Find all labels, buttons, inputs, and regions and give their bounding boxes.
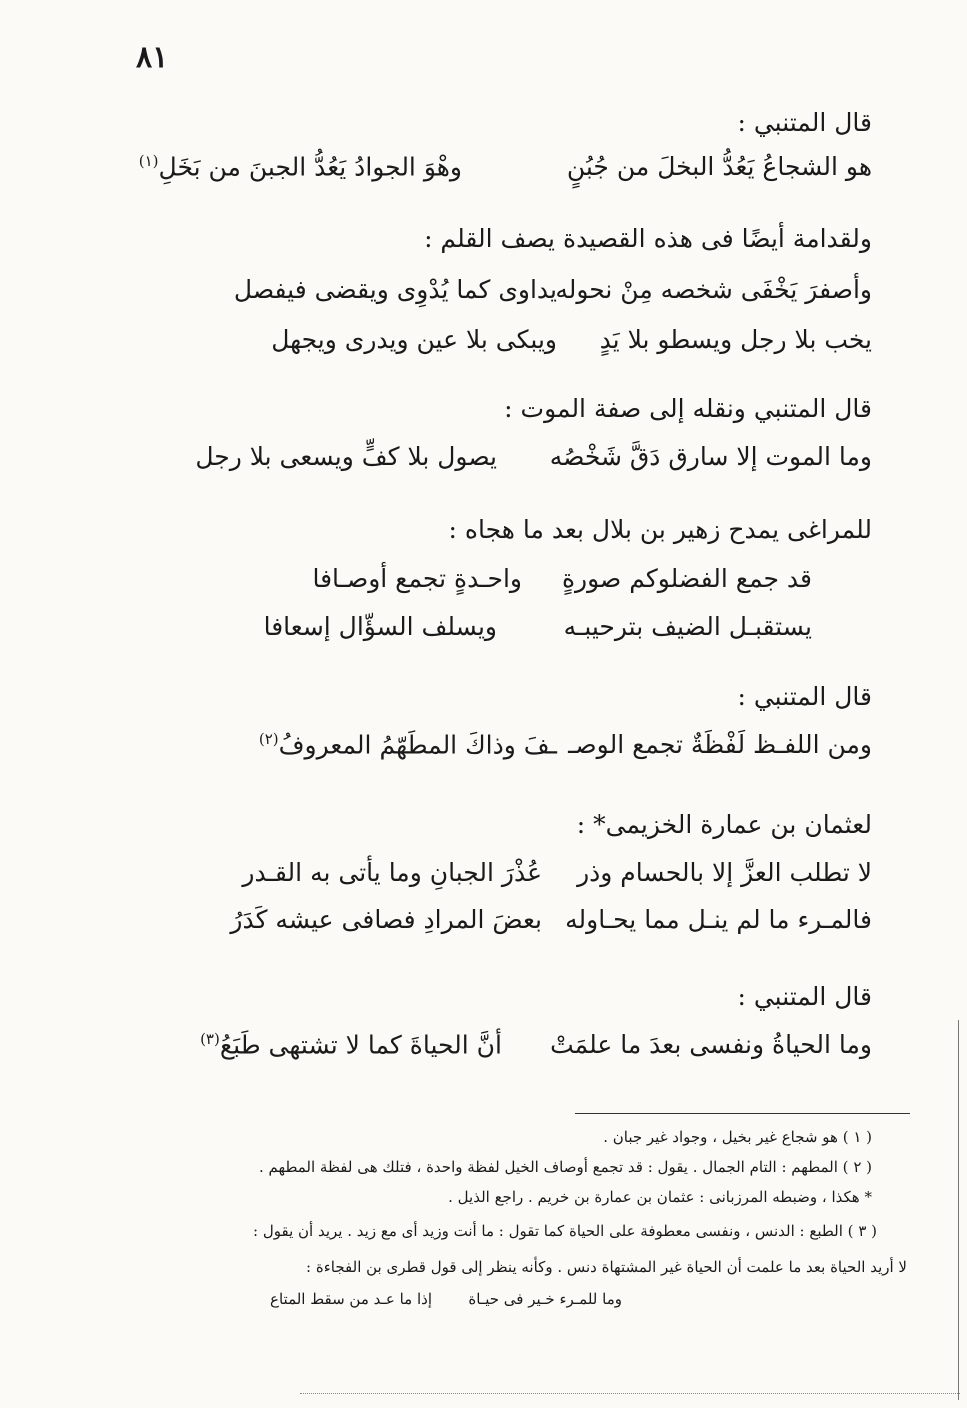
verse-second-hemistich: بعضَ المرادِ فصافى عيشه كَدَرُ — [230, 905, 542, 934]
verse-second-hemistich: يداوى كما يُدْوِى ويقضى فيفصل — [233, 275, 557, 304]
verse-first-hemistich: ومن اللفـظ لَفْظَةٌ تجمع الوصـ — [568, 730, 872, 759]
verse-second-hemistich: يصول بلا كفٍّ ويسعى بلا رجل — [195, 442, 497, 471]
page-side-edge — [958, 1020, 959, 1400]
verse-line — [0, 442, 967, 482]
verse-first-hemistich: وأصفرَ يَخْفَى شخصه مِنْ نحوله — [555, 275, 872, 304]
verse-second-hemistich — [200, 1030, 502, 1059]
verse-second-hemistich-text: وهْوَ الجوادُ يَعُدُّ الجبنَ من بَخَلِ — [158, 152, 462, 182]
footnote-verse — [0, 1290, 967, 1316]
verse-second-hemistich: ويبكى بلا عين ويدرى ويجهل — [271, 325, 557, 354]
verse-second-hemistich-text: أنَّ الحياةَ كما لا تشتهى طَبَعُ — [219, 1030, 502, 1060]
page-number: ٨١ — [136, 40, 169, 75]
section-heading: لعثمان بن عمارة الخزيمى* : — [576, 810, 872, 839]
verse-second-hemistich: عُذْرَ الجبانِ وما يأتى به القـدر — [242, 858, 542, 887]
verse-line — [0, 1030, 967, 1070]
footnote-marker: (٢) — [258, 730, 279, 748]
section-heading: قال المتنبي : — [737, 108, 872, 137]
footnote-divider — [575, 1113, 910, 1114]
verse-second-hemistich — [139, 152, 462, 181]
verse-second-hemistich: واحـدةٍ تجمع أوصـافا — [312, 564, 522, 593]
footnote-verse-first-hemistich: وما للمـرء خـير فى حيـاة — [468, 1290, 622, 1308]
section-heading: للمراغى يمدح زهير بن بلال بعد ما هجاه : — [448, 515, 872, 544]
footnote-verse-second-hemistich: إذا ما عـد من سقط المتاع — [270, 1290, 432, 1308]
verse-first-hemistich: يخب بلا رجل ويسطو بلا يَدٍ — [599, 325, 872, 354]
section-heading: قال المتنبي ونقله إلى صفة الموت : — [504, 394, 872, 423]
verse-line — [0, 275, 967, 315]
footnote-2: ( ٢ ) المطهم : التام الجمال . يقول : قد تجمع أوصاف الخيل لفظة واحدة ، فتلك هى لفظة المطهم . — [259, 1158, 872, 1176]
footnote-3-line-1: ( ٣ ) الطبع : الدنس ، ونفسى معطوفة على الحياة كما تقول : ما أنت وزيد أى مع زيد . يريد أن يقول : — [253, 1222, 877, 1240]
verse-first-hemistich: قد جمع الفضلوكم صورةٍ — [561, 564, 812, 593]
verse-line — [0, 612, 967, 652]
verse-first-hemistich: يستقبـل الضيف بترحيبـه — [563, 612, 812, 641]
verse-second-hemistich: ويسلف السؤّال إسعافا — [263, 612, 497, 641]
footnote-marker: (٣) — [200, 1030, 220, 1048]
verse-line — [0, 325, 967, 365]
verse-first-hemistich: فالمـرء ما لم ينـل مما يحـاوله — [565, 905, 872, 934]
footnote-3-line-2: لا أريد الحياة بعد ما علمت أن الحياة غير المشتهاة دنس . وكأنه ينظر إلى قول قطرى بن الفجاءة : — [306, 1258, 907, 1276]
footnote-1: ( ١ ) هو شجاع غير بخيل ، وجواد غير جبان . — [603, 1128, 872, 1146]
verse-second-hemistich-text: ـفَ وذاكَ المطَهّمُ المعروفُ — [278, 730, 557, 760]
footnote-marker: (١) — [138, 152, 159, 170]
verse-line — [0, 905, 967, 945]
verse-line — [0, 564, 967, 604]
verse-line — [0, 730, 967, 770]
verse-first-hemistich: هو الشجاعُ يَعُدُّ البخلَ من جُبُنٍ — [566, 152, 872, 181]
section-heading: ولقدامة أيضًا فى هذه القصيدة يصف القلم : — [424, 224, 872, 253]
verse-first-hemistich: لا تطلب العزَّ إلا بالحسام وذر — [577, 858, 872, 887]
section-heading: قال المتنبي : — [737, 982, 872, 1011]
verse-line — [0, 858, 967, 898]
verse-first-hemistich: وما الحياةُ ونفسى بعدَ ما علمَتْ — [550, 1030, 872, 1059]
verse-second-hemistich — [259, 730, 557, 759]
footnote-star: * هكذا ، وضبطه المرزبانى : عثمان بن عمارة بن خريم . راجع الذيل . — [448, 1188, 872, 1206]
section-heading: قال المتنبي : — [737, 682, 872, 711]
page-bottom-edge — [300, 1393, 960, 1394]
verse-first-hemistich: وما الموت إلا سارق دَقَّ شَخْصُه — [549, 442, 872, 471]
verse-line — [0, 152, 967, 192]
